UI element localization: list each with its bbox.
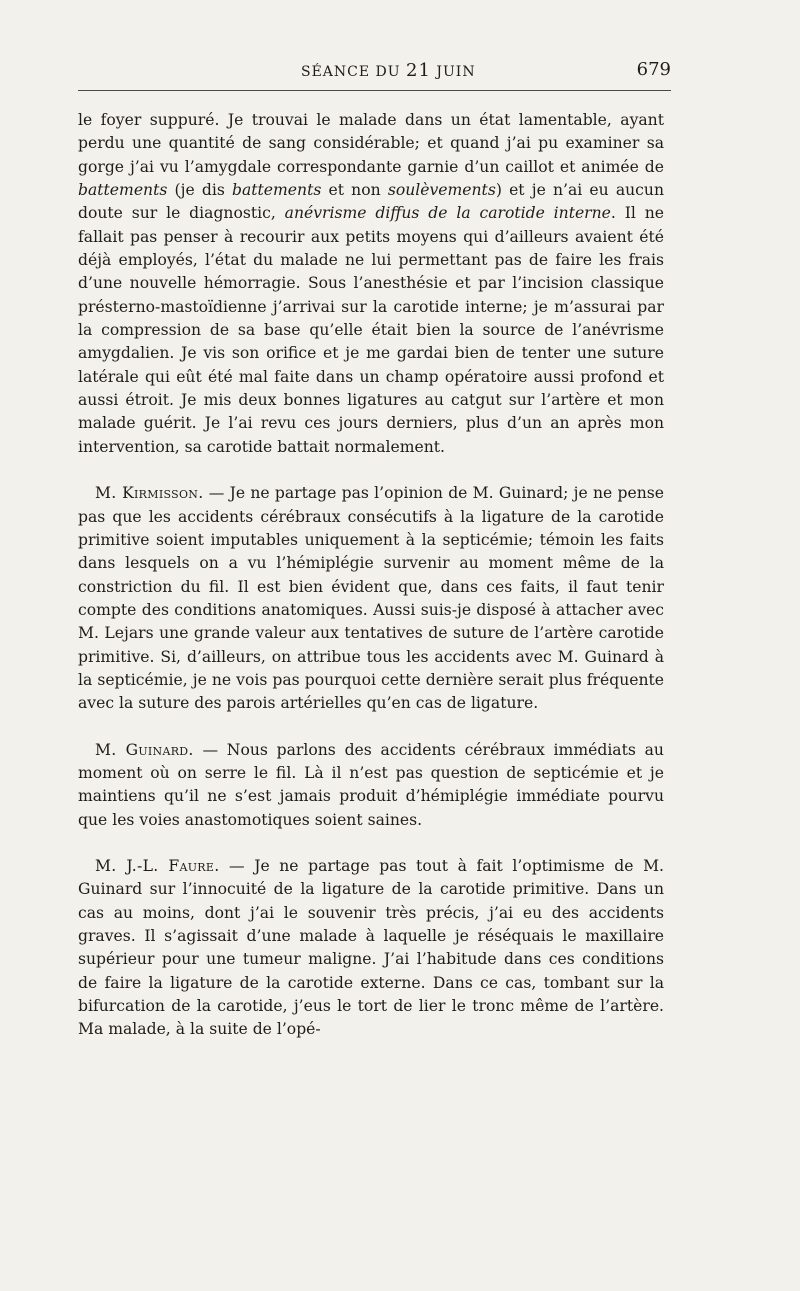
speaker-name: M. J.-L. Faure.: [95, 856, 220, 875]
running-header: [78, 54, 671, 84]
header-rule: [78, 90, 671, 91]
paragraph-text: — Nous parlons des accidents cérébraux immédiats au moment où on serre le fil. Là il n’est pas question de septicémie et je maintiens qu’il ne s’est jamais produit d’hémiplégie immédiate pourvu que les voies anastomotiques soient saines.: [78, 740, 664, 829]
paragraph-faure: [78, 855, 664, 1042]
italic-term: battements: [231, 181, 322, 200]
running-head-day: 21: [406, 60, 431, 81]
paragraph-text: et non: [321, 181, 388, 200]
italic-term: battements: [78, 181, 168, 200]
paragraph-text: le foyer suppuré. Je trouvai le malade dans un état lamentable, ayant perdu une quantité de sang considérable; et quand j’ai pu examiner sa gorge j’ai vu l’amygdale correspondante garnie d’un caillot et animée de: [78, 111, 664, 176]
paragraph-text: (je dis: [167, 181, 232, 200]
page-number: 679: [636, 59, 671, 80]
paragraph-guinard: [78, 739, 664, 832]
paragraph-text: — Je ne partage pas l’opinion de M. Guinard; je ne pense pas que les accidents cérébraux consécutifs à la ligature de la carotide primitive soient imputables uniquement à la septicémie; témoin les faits dans lesquels on a vu l’hémiplégie survenir au moment même de la constriction du fil. Il est bien évident que, dans ces faits, il faut tenir compte des conditions anatomiques. Aussi suis-je disposé à attacher avec M. Lejars une grande valeur aux tentatives de suture de l’artère carotide primitive. Si, d’ailleurs, on attribue tous les accidents avec M. Guinard à la septicémie, je ne vois pas pourquoi cette dernière serait plus fréquente avec la suture des parois artérielles qu’en cas de ligature.: [78, 484, 664, 713]
speaker-name: M. Kirmisson.: [95, 484, 204, 503]
paragraph-text: — Je ne partage pas tout à fait l’optimisme de M. Guinard sur l’innocuité de la ligature de la carotide primitive. Dans un cas au moins, dont j’ai le souvenir très précis, j’ai eu des accidents graves. Il s’agissait d’une malade à laquelle je réséquais le maxillaire supérieur pour une tumeur maligne. J’ai l’habitude dans ces conditions de faire la ligature de la carotide externe. Dans ce cas, tombant sur la bifurcation de la carotide, j’eus le tort de lier le tronc même de l’artère. Ma malade, à la suite de l’opé-: [78, 856, 664, 1039]
speaker-name: M. Guinard.: [95, 740, 194, 759]
paragraph-kirmisson: [78, 482, 664, 715]
paragraph-text: . Il ne fallait pas penser à recourir aux petits moyens qui d’ailleurs avaient été déjà employés, l’état du malade ne lui permettant pas de faire les frais d’une nouvelle hémorragie. Sous l’anesthésie et par l’incision classique présterno-mastoïdienne j’arrivai sur la carotide interne; je m’assurai par la compression de sa base qu’elle était bien la source de l’anévrisme amygdalien. Je vis son orifice et je me gardai bien de tenter une suture latérale qui eût été mal faite dans un champ opératoire aussi profond et aussi étroit. Je mis deux bonnes ligatures au catgut sur l’artère et mon malade guérit. Je l’ai revu ces jours derniers, plus d’un an après mon intervention, sa carotide battait normalement.: [78, 204, 665, 456]
running-head-title: [301, 60, 476, 81]
paragraph-continuation: [78, 109, 664, 459]
italic-term: soulèvements: [387, 181, 496, 200]
page-body: [78, 109, 664, 1042]
running-head-suffix: JUIN: [430, 64, 476, 80]
paragraph-text: ) et je n’ai eu aucun doute sur le diagnostic,: [78, 181, 664, 223]
italic-diagnosis: anévrisme diffus de la carotide interne: [284, 204, 611, 223]
running-head-prefix: SÉANCE DU: [301, 64, 407, 80]
